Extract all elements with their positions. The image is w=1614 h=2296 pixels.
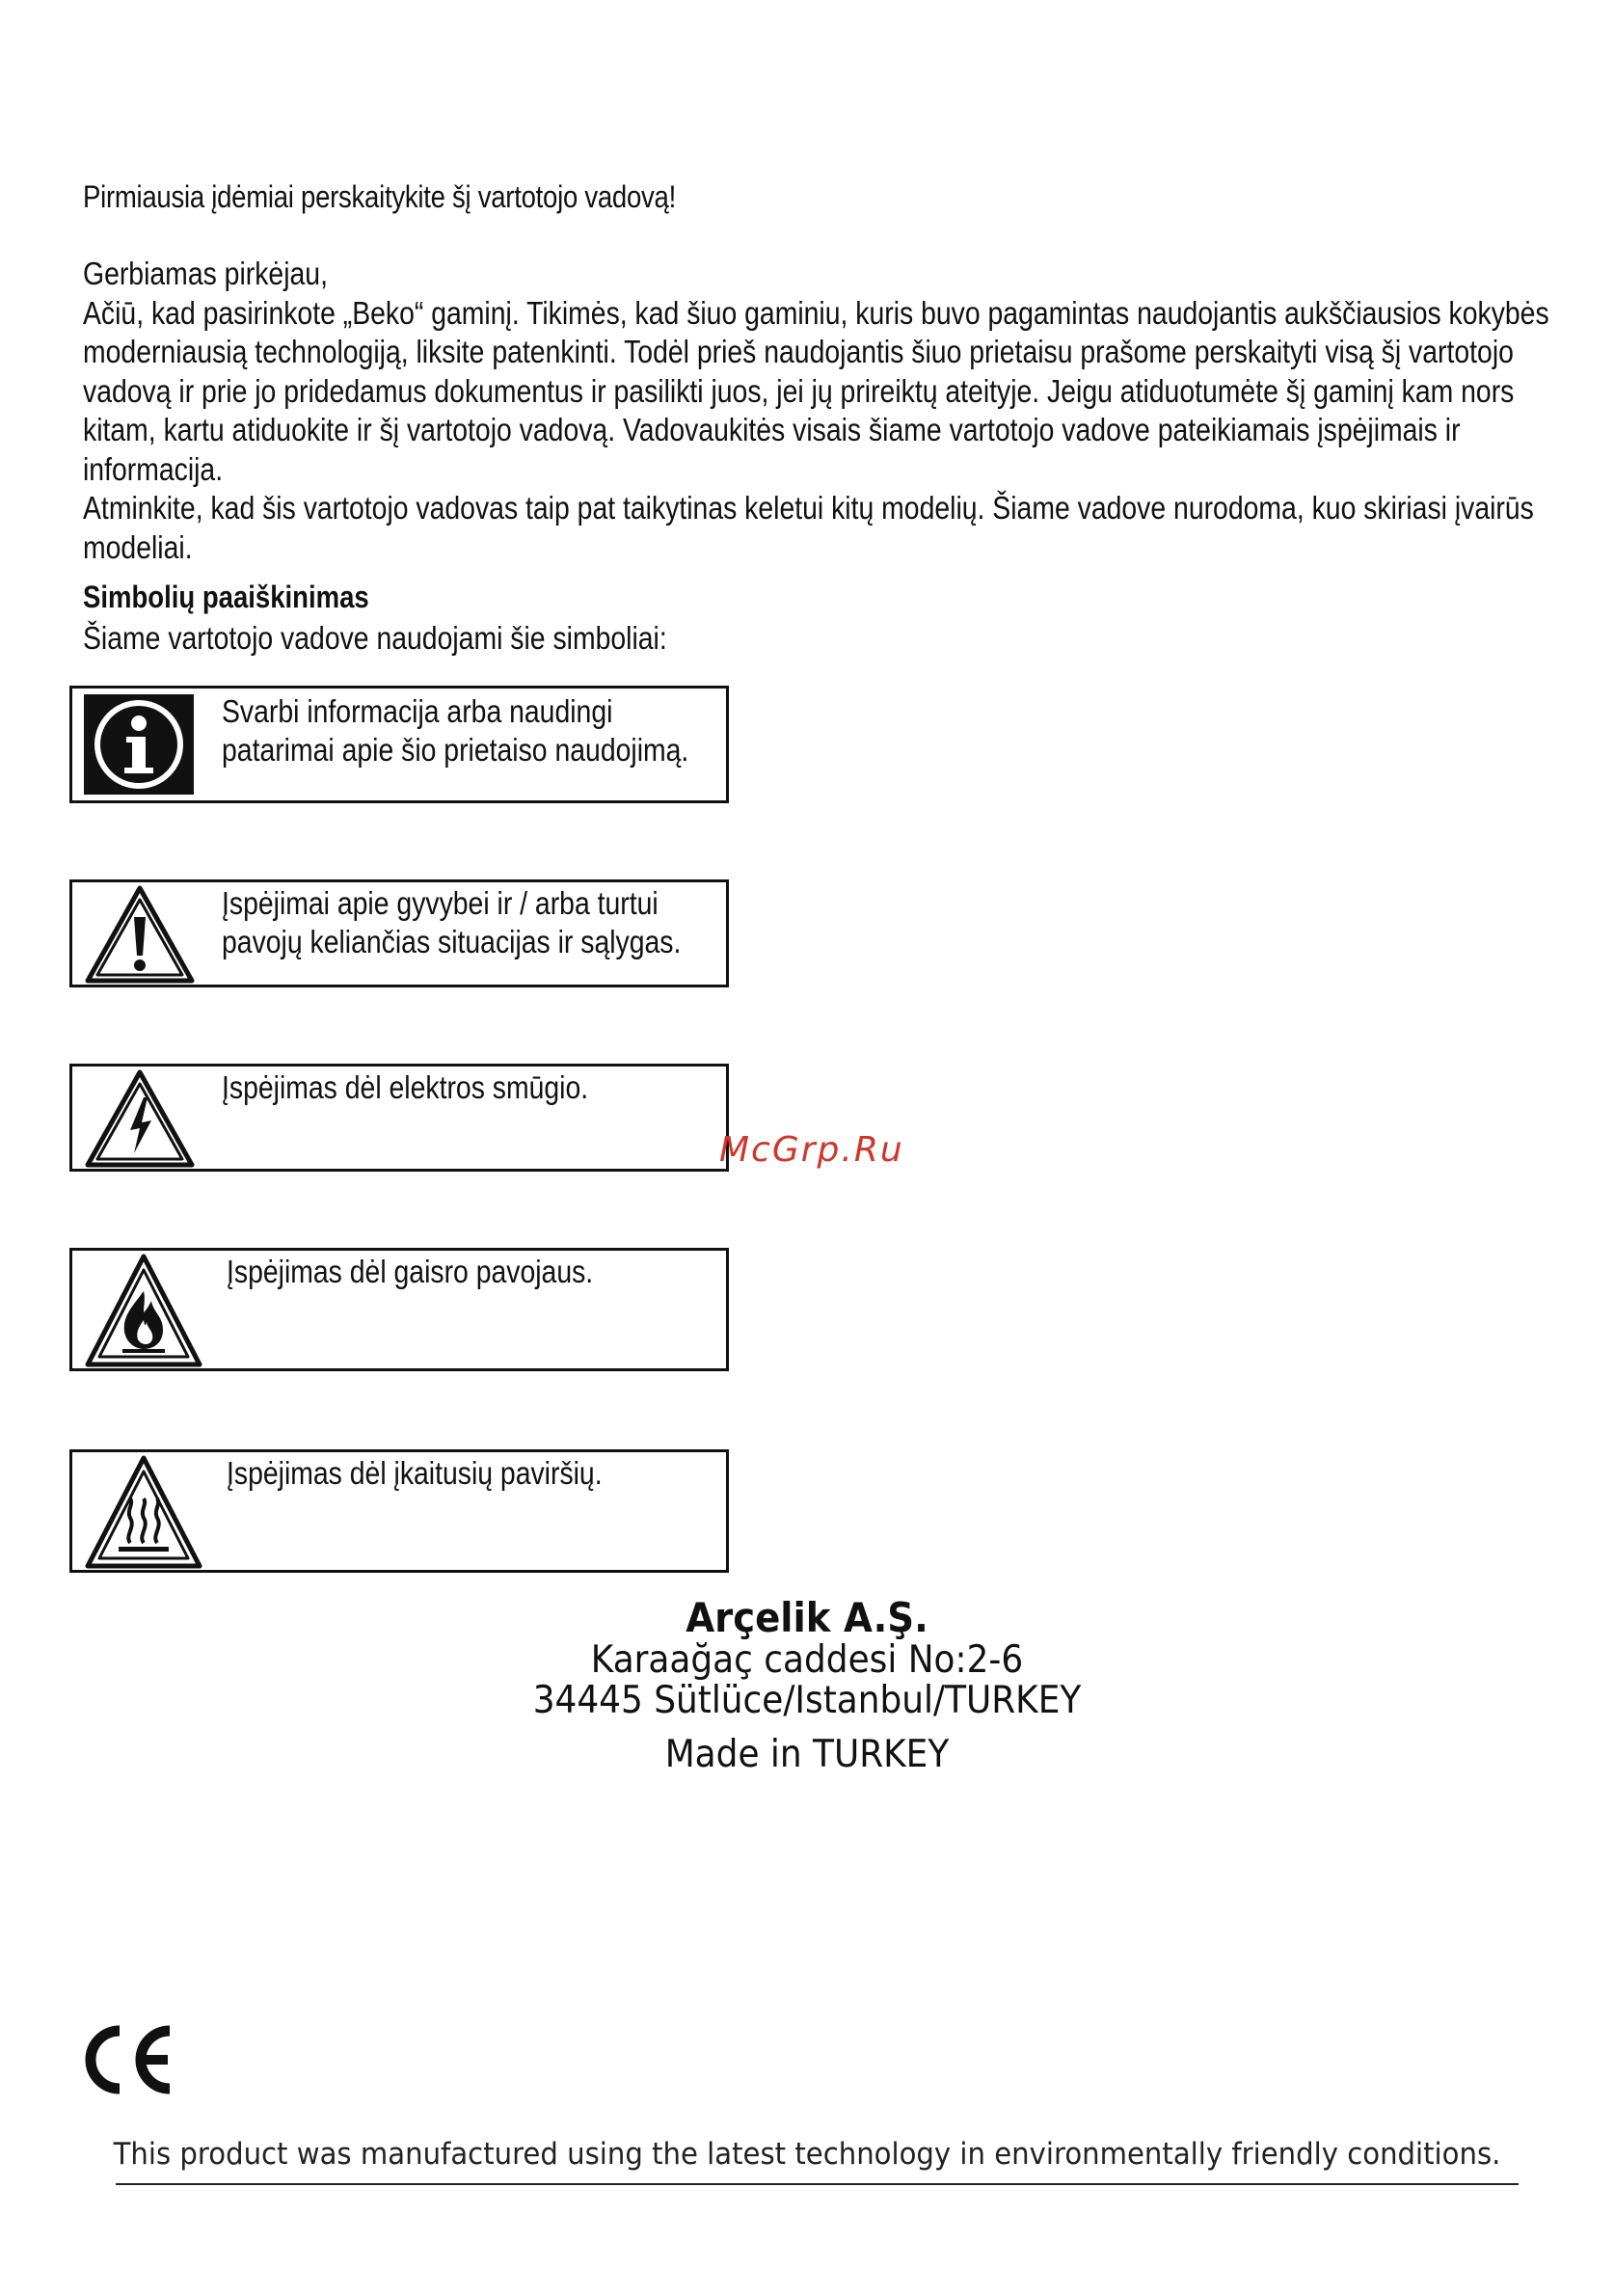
intro-text	[83, 255, 1584, 567]
info-icon	[84, 694, 194, 799]
company-name: Arçelik A.Ş.	[686, 1594, 928, 1641]
intro-paragraph-1: Ačiū, kad pasirinkote „Beko“ gaminį. Tikimės, kad šiuo gaminiu, kuris buvo pagamintas naudojantis aukščiausios kokybės moderniausią technologiją, liksite patenkinti. Todėl prieš naudojantis šiuo prietaisu prašome perskaityti visą šį vartotojo vadovą ir prie jo pridedamus dokumentus ir pasilikti juos, jei jų prireiktų ateityje. Jeigu atiduotumėte šį gaminį kam nors kitam, kartu atiduokite ir šį vartotojo vadovą. Vadovaukitės visais šiame vartotojo vadove pateikiamais įspėjimais ir informacija.	[83, 294, 1549, 487]
footer-note: This product was manufactured using the latest technology in environmentally friendly conditions.	[113, 2137, 1501, 2172]
symbol-text-line1: Įspėjimas dėl gaisro pavojaus.	[227, 1254, 594, 1289]
made-in: Made in TURKEY	[664, 1733, 950, 1776]
symbol-text-line2: pavojų keliančias situacijas ir sąlygas.	[222, 924, 682, 959]
symbols-intro: Šiame vartotojo vadove naudojami šie simboliai:	[83, 620, 667, 656]
hot-surface-icon	[84, 1454, 203, 1575]
company-address	[0, 1596, 1614, 1775]
footer-divider	[116, 2183, 1519, 2185]
symbol-text-line1: Svarbi informacija arba naudingi	[222, 693, 613, 729]
symbol-text-line1: Įspėjimai apie gyvybei ir / arba turtui	[222, 885, 659, 921]
warning-icon	[84, 884, 196, 989]
symbols-title: Simbolių paaiškinimas	[83, 580, 369, 614]
symbol-box-warning	[69, 879, 729, 987]
symbol-box-electric	[69, 1064, 729, 1172]
symbol-text-line1: Įspėjimas dėl elektros smūgio.	[222, 1069, 589, 1105]
symbol-text-line2: patarimai apie šio prietaiso naudojimą.	[222, 732, 689, 768]
symbol-box-info	[69, 686, 729, 803]
symbol-box-fire	[69, 1248, 729, 1371]
company-city: 34445 Sütlüce/Istanbul/TURKEY	[532, 1679, 1082, 1722]
watermark: McGrp.Ru	[719, 1130, 904, 1170]
company-street: Karaağaç caddesi No:2-6	[590, 1638, 1024, 1682]
greeting: Gerbiamas pirkėjau,	[83, 256, 328, 291]
symbol-box-hot-surface	[69, 1449, 729, 1573]
symbol-text-line1: Įspėjimas dėl įkaitusių paviršių.	[227, 1455, 603, 1491]
electric-shock-icon	[84, 1068, 196, 1174]
page-title: Pirmiausia įdėmiai perskaitykite šį vartotojo vadovą!	[83, 179, 676, 214]
fire-hazard-icon	[84, 1253, 203, 1373]
ce-mark-icon	[81, 2025, 177, 2099]
intro-paragraph-2: Atminkite, kad šis vartotojo vadovas taip pat taikytinas keletui kitų modelių. Šiame vadove nurodoma, kuo skiriasi įvairūs modeliai.	[83, 490, 1534, 565]
